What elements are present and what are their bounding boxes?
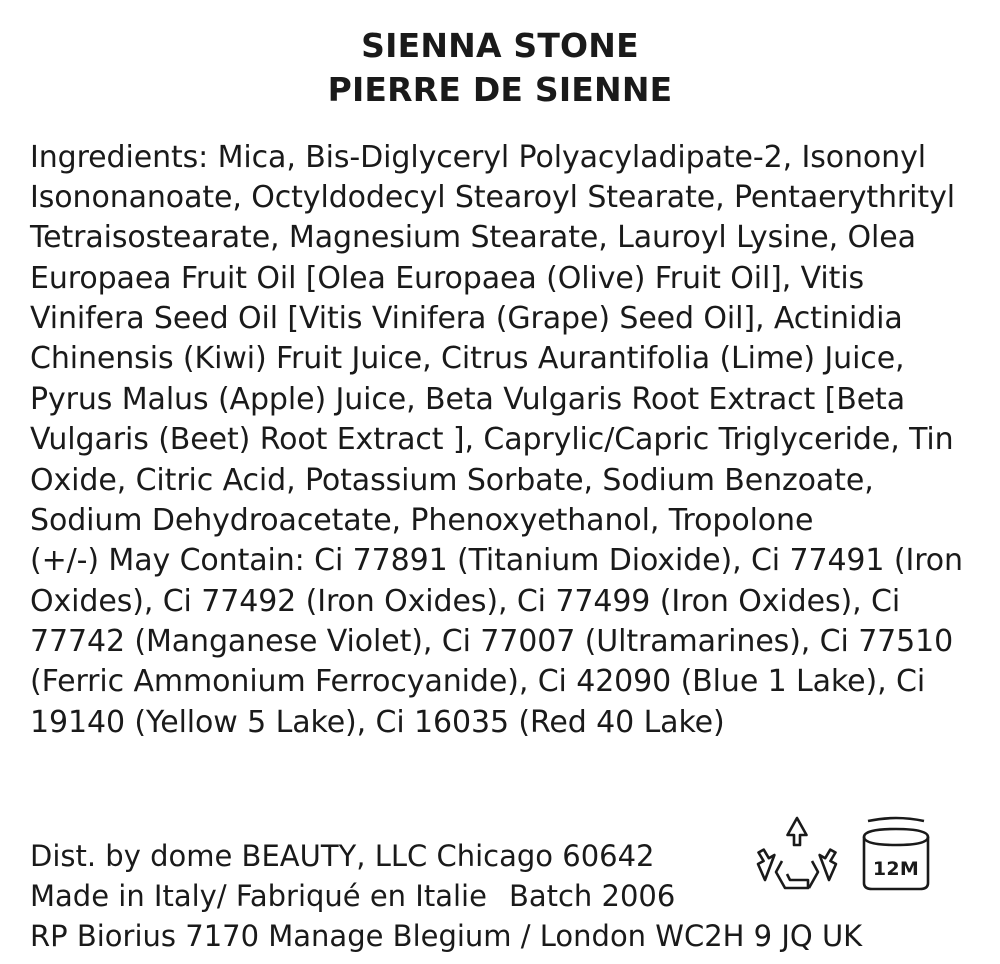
recycle-icon [754,814,840,894]
product-name-en: SIENNA STONE [361,26,639,65]
responsible-person-line: RP Biorius 7170 Manage Blegium / London WC2H 9 JQ UK [30,918,863,953]
pao-duration-label: 12M [872,858,920,880]
may-contain-list: (+/-) May Contain: Ci 77891 (Titanium Dioxide), Ci 77491 (Iron Oxides), Ci 77492 (Iron Oxides), Ci 77499 (Iron Oxides), Ci 77742 (Manganese Violet), Ci 77007 (Ultramarines), Ci 77510 (Ferric Ammonium Ferrocyanide), Ci 42090 (Blue 1 Lake), Ci 19140 (Yellow 5 Lake), Ci 16035 (Red 40 Lake) [30,543,963,740]
ingredients-list: Ingredients: Mica, Bis-Diglyceryl Polyacyladipate-2, Isononyl Isononanoate, Octyldodecyl Stearoyl Stearate, Pentaerythrityl Tetraisostearate, Magnesium Stearate, Lauroyl Lysine, Olea Europaea Fruit Oil [Olea Europaea (Olive) Fruit Oil], Vitis Vinifera Seed Oil [Vitis Vinifera (Grape) Seed Oil], Actinidia Chinensis (Kiwi) Fruit Juice, Citrus Aurantifolia (Lime) Juice, Pyrus Malus (Apple) Juice, Beta Vulgaris Root Extract [Beta Vulgaris (Beet) Root Extract ], Caprylic/Capric Triglyceride, Tin Oxide, Citric Acid, Potassium Sorbate, Sodium Benzoate, Sodium Dehydroacetate, Phenoxyethanol, Tropolone [30,139,955,538]
origin-batch-line [30,876,770,916]
made-in-text: Made in Italy/ Fabriqué en Italie [30,878,487,913]
period-after-opening-icon [854,815,938,893]
distributor-line: Dist. by dome BEAUTY, LLC Chicago 60642 [30,838,655,873]
product-name-fr: PIERRE DE SIENNE [327,69,673,109]
product-title [30,24,970,112]
ingredients-section [30,138,970,743]
footer-text-block [30,836,863,956]
label-footer [30,836,970,956]
batch-number: Batch 2006 [508,878,676,913]
symbol-group [754,814,938,894]
